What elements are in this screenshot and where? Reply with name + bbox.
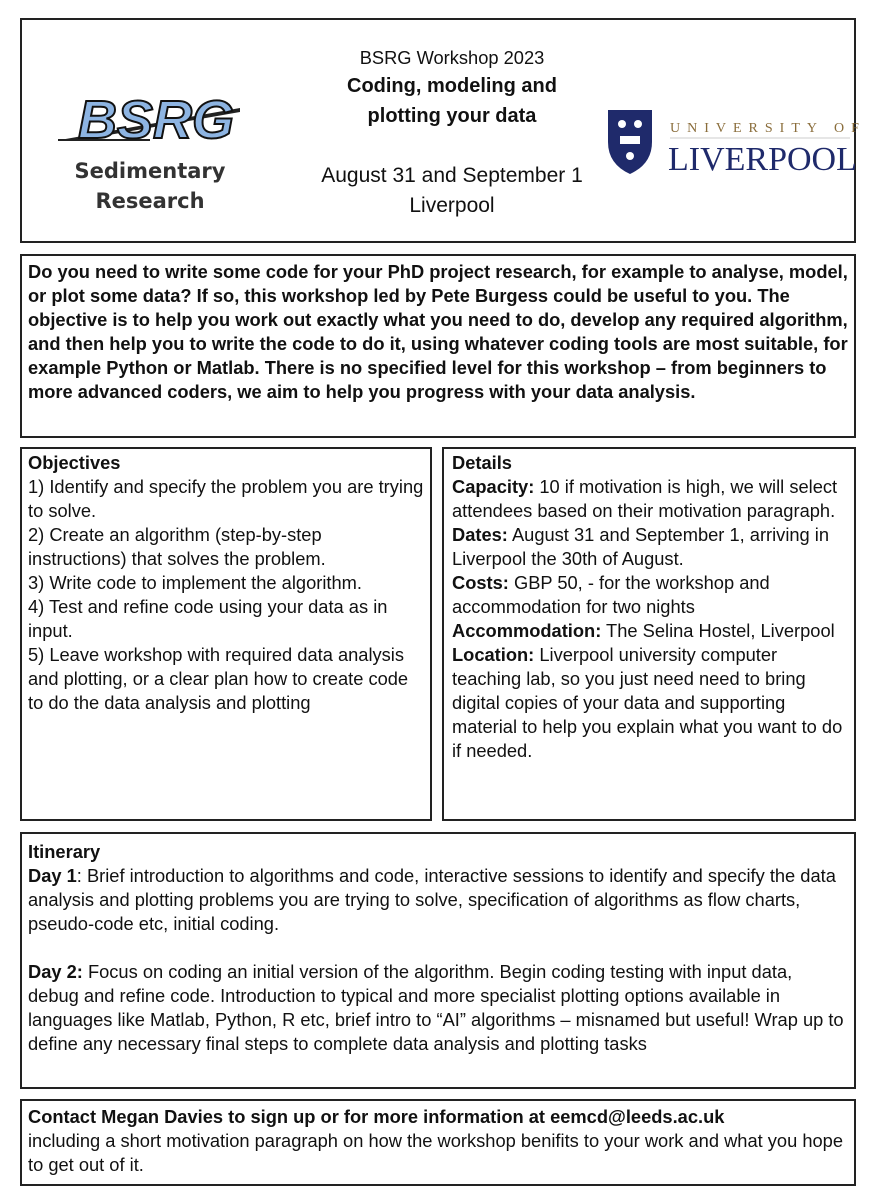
- bsrg-logo: [40, 68, 260, 218]
- objective-item: 3) Write code to implement the algorithm.: [28, 572, 362, 593]
- event-dates: August 31 and September 1: [321, 164, 583, 187]
- detail-text: 10 if motivation is high, we will select attendees based on their motivation paragraph.: [452, 476, 838, 521]
- detail-capacity: [452, 475, 846, 523]
- itinerary-day-1: [28, 864, 848, 936]
- objective-item: 1) Identify and specify the problem you are trying to solve.: [28, 476, 424, 521]
- detail-location: [452, 643, 846, 763]
- svg-text:Sedimentary: Sedimentary: [74, 159, 226, 183]
- day-text: Focus on coding an initial version of the algorithm. Begin coding testing with input data, debug and refine code. Introduction to typical and more specialist plotting options available in languages like Matlab, Python, R etc, brief intro to “AI” algorithms – misnamed but useful! Wrap up to define any necessary final steps to complete data analysis and plotting tasks: [28, 961, 844, 1054]
- intro-box: [20, 254, 856, 438]
- itinerary-day-2: [28, 960, 848, 1056]
- detail-accommodation: [452, 619, 846, 643]
- title-line-2: plotting your data: [367, 105, 537, 127]
- day-label: Day 1: [28, 865, 77, 886]
- university-of-liverpool-logo: [600, 102, 860, 182]
- detail-text: August 31 and September 1, arriving in Liverpool the 30th of August.: [452, 524, 830, 569]
- detail-label: Costs:: [452, 572, 509, 593]
- objective-item: 5) Leave workshop with required data analysis and plotting, or a clear plan how to create code to do the data analysis and plotting: [28, 644, 409, 713]
- svg-text:BSRG: BSRG: [78, 90, 235, 150]
- itinerary-box: [20, 832, 856, 1089]
- svg-text:LIVERPOOL: LIVERPOOL: [668, 141, 857, 178]
- title-line-1: Coding, modeling and: [347, 75, 557, 97]
- details-box: [442, 447, 856, 821]
- day-text: : Brief introduction to algorithms and code, interactive sessions to identify and specify the data analysis and plotting problems you are trying to solve, specification of algorithms as flow charts, pseudo-code etc, initial coding.: [28, 865, 836, 934]
- detail-text: The Selina Hostel, Liverpool: [601, 620, 835, 641]
- contact-box: [20, 1099, 856, 1186]
- header-box: [20, 18, 860, 243]
- day-label: Day 2:: [28, 961, 83, 982]
- detail-dates: [452, 523, 846, 571]
- detail-label: Dates:: [452, 524, 508, 545]
- objective-item: 4) Test and refine code using your data as in input.: [28, 596, 388, 641]
- detail-text: Liverpool university computer teaching lab, so you just need need to bring digital copies of your data and supporting material to help you explain what you want to do if needed.: [452, 644, 843, 761]
- intro-text: Do you need to write some code for your PhD project research, for example to analyse, model, or plot some data? If so, this workshop led by Pete Burgess could be useful to you. The objective is to help you work out exactly what you need to do, develop any required algorithm, and then help you to write the code to do it, using whatever coding tools are most suitable, for example Python or Matlab. There is no specified level for this workshop – from beginners to more advanced coders, we aim to help you progress with your data analysis.: [28, 261, 848, 402]
- itinerary-heading: Itinerary: [28, 841, 101, 862]
- contact-heading: Contact Megan Davies to sign up or for more information at eemcd@leeds.ac.uk: [28, 1106, 725, 1127]
- event-name: BSRG Workshop 2023: [359, 47, 545, 68]
- detail-label: Capacity:: [452, 476, 535, 497]
- detail-label: Location:: [452, 644, 535, 665]
- detail-text: GBP 50, - for the workshop and accommodation for two nights: [452, 572, 770, 617]
- details-heading: Details: [452, 452, 512, 473]
- objectives-box: [20, 447, 432, 821]
- detail-label: Accommodation:: [452, 620, 602, 641]
- detail-costs: [452, 571, 846, 619]
- contact-text: including a short motivation paragraph on how the workshop benifits to your work and what you hope to get out of it.: [28, 1130, 844, 1175]
- objectives-heading: Objectives: [28, 452, 121, 473]
- event-place: Liverpool: [409, 194, 495, 217]
- svg-text:Research: Research: [95, 189, 205, 213]
- svg-text:UNIVERSITY OF: UNIVERSITY OF: [670, 121, 860, 136]
- objective-item: 2) Create an algorithm (step-by-step instructions) that solves the problem.: [28, 524, 326, 569]
